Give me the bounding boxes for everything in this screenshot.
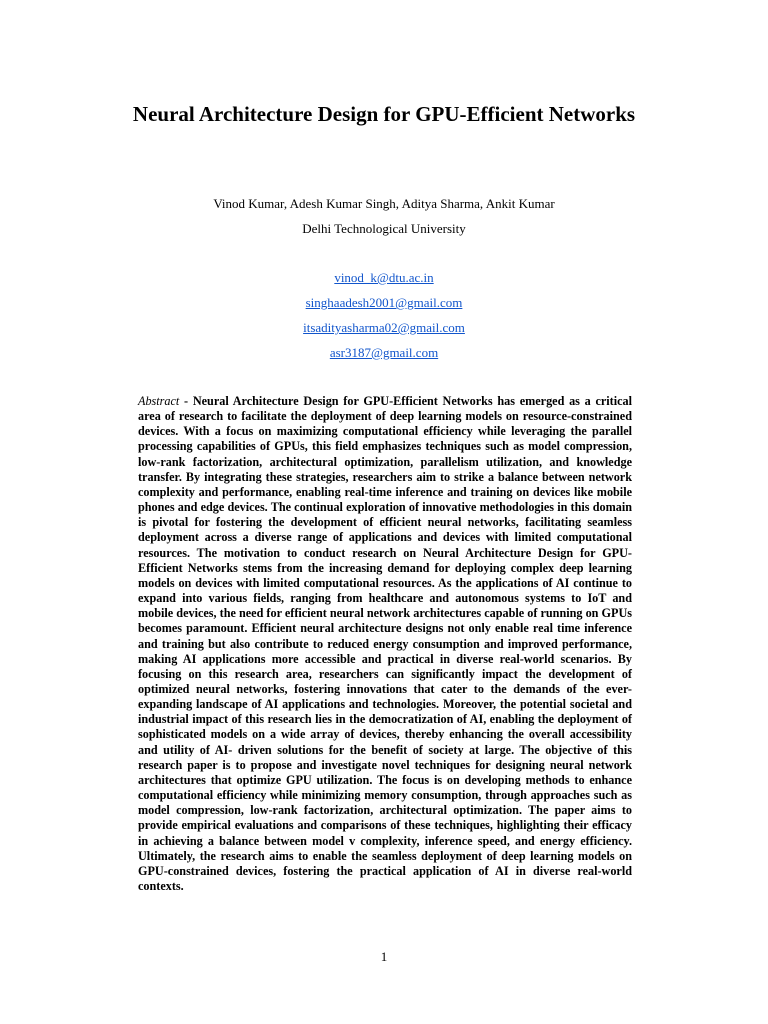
paper-title: Neural Architecture Design for GPU-Efficient Networks <box>132 102 636 126</box>
abstract-separator: - <box>179 394 193 408</box>
affiliation: Delhi Technological University <box>302 221 466 236</box>
abstract-text: Neural Architecture Design for GPU-Efficient Networks has emerged as a critical area of research to facilitate the deployment of deep learning models on resource-constrained devices. With a focus on maximizing computational efficiency while leveraging the parallel processing capabilities of GPUs, this field emphasizes techniques such as model compression, low-rank factorization, architectural optimization, parallelism utilization, and knowledge transfer. By integrating these strategies, researchers aim to strike a balance between network complexity and performance, enabling real-time inference and training on devices like mobile phones and edge devices. The continual exploration of innovative methodologies in this domain is pivotal for fostering the development of efficient neural networks, facilitating seamless deployment across a diverse range of applications and devices with limited computational resources. The motivation to conduct research on Neural Architecture Design for GPU-Efficient Networks stems from the increasing demand for deploying complex deep learning models on devices with limited computational resources. As the applications of AI continue to expand into various fields, ranging from healthcare and autonomous systems to IoT and mobile devices, the need for efficient neural network architectures capable of running on GPUs becomes paramount. Efficient neural architecture designs not only enable real time inference and training but also contribute to reduced energy consumption and improved performance, making AI applications more accessible and practical in diverse real-world scenarios. By focusing on this research area, researchers can significantly impact the development of optimized neural networks, fostering innovations that cater to the demands of the ever-expanding landscape of AI applications and technologies. Moreover, the potential societal and industrial impact of this research lies in the democratization of AI, enabling the deployment of sophisticated models on a wide array of devices, thereby enhancing the overall accessibility and utility of AI- driven solutions for the benefit of society at large. The objective of this research paper is to propose and investigate novel techniques for designing neural network architectures that optimize GPU utilization. The focus is on developing methods to enhance computational efficiency while minimizing memory consumption, through approaches such as model compression, low-rank factorization, architectural optimization. The paper aims to provide empirical evaluations and comparisons of these techniques, highlighting their efficacy in achieving a balance between model v complexity, inference speed, and energy efficiency. Ultimately, the research aims to enable the seamless deployment of deep learning models on GPU-constrained devices, fostering the practical application of AI in diverse real-world contexts. <box>138 394 633 893</box>
abstract-paragraph <box>138 394 632 894</box>
email-link-adesh[interactable]: singhaadesh2001@gmail.com <box>305 295 463 310</box>
author-list: Vinod Kumar, Adesh Kumar Singh, Aditya Sharma, Ankit Kumar <box>213 196 555 211</box>
email-list <box>100 270 668 370</box>
email-item <box>100 320 668 345</box>
email-item <box>100 345 668 370</box>
page-number: 1 <box>380 949 388 964</box>
abstract-label: Abstract <box>138 394 180 408</box>
email-item <box>100 295 668 320</box>
email-link-ankit[interactable]: asr3187@gmail.com <box>329 345 439 360</box>
email-link-vinod[interactable]: vinod_k@dtu.ac.in <box>334 270 434 285</box>
email-link-aditya[interactable]: itsadityasharma02@gmail.com <box>303 320 465 335</box>
email-item <box>100 270 668 295</box>
